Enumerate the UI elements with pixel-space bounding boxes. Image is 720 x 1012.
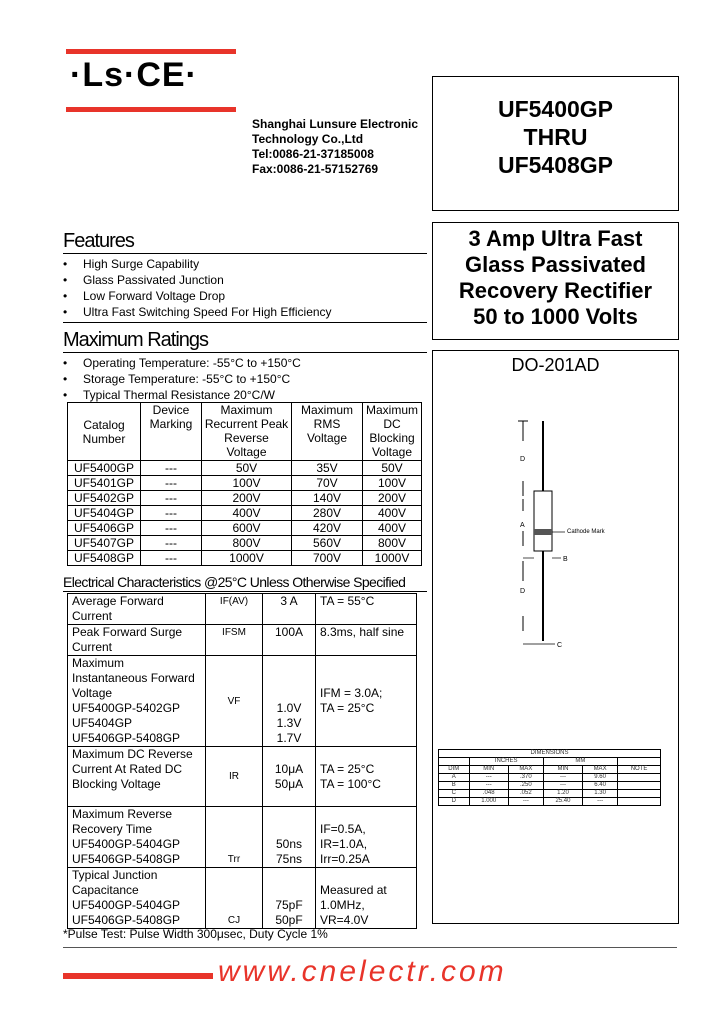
rating-item: • Operating Temperature: -55°C to +150°C xyxy=(63,355,301,371)
dim-header: MIN xyxy=(543,766,582,774)
ec-param: Maximum DC Reverse Current At Rated DC Blocking Voltage xyxy=(68,747,206,807)
mr-row xyxy=(68,521,422,536)
ec-value: 1.0V 1.3V 1.7V xyxy=(263,656,316,747)
dim-cell: .370 xyxy=(508,774,543,782)
ec-condition: 8.3ms, half sine xyxy=(316,625,417,656)
mr-cell: 200V xyxy=(202,491,292,506)
ec-param: Maximum Reverse Recovery Time UF5400GP-5404GP UF5406GP-5408GP xyxy=(68,807,206,868)
dim-cell: --- xyxy=(583,798,618,806)
dim-group-inches: INCHES xyxy=(469,758,543,766)
dim-label-c: C xyxy=(557,642,563,649)
dimensions-table xyxy=(438,749,661,806)
company-info xyxy=(252,117,418,177)
max-ratings-list xyxy=(63,355,301,403)
part-line1: UF5400GP xyxy=(497,96,614,122)
ratings-top-divider xyxy=(63,322,427,323)
mr-cell: 560V xyxy=(292,536,363,551)
dim-title: DIMENSIONS xyxy=(439,750,661,758)
dim-cell: 25.40 xyxy=(543,798,582,806)
ec-condition: TA = 25°C TA = 100°C xyxy=(316,747,417,807)
max-ratings-title: Maximum Ratings xyxy=(63,329,209,351)
package-drawing xyxy=(433,381,678,681)
dim-cell: 1.30 xyxy=(583,790,618,798)
dim-cell: B xyxy=(439,782,470,790)
mr-cell: 1000V xyxy=(202,551,292,566)
mr-cell: 50V xyxy=(202,461,292,476)
mr-cell: --- xyxy=(141,476,202,491)
mr-cell: --- xyxy=(141,551,202,566)
ec-value: 3 A xyxy=(263,594,316,625)
dim-cell: --- xyxy=(469,782,508,790)
dim-cell: --- xyxy=(508,798,543,806)
dim-cell: D xyxy=(439,798,470,806)
mr-cell: UF5402GP xyxy=(68,491,141,506)
mr-cell: 70V xyxy=(292,476,363,491)
company-name-line1: Shanghai Lunsure Electronic xyxy=(252,117,419,131)
company-fax: Fax:0086-21-57152769 xyxy=(252,162,379,176)
rating-item: • Storage Temperature: -55°C to +150°C xyxy=(63,371,301,387)
dim-cell: 1.000 xyxy=(469,798,508,806)
ec-condition: Measured at 1.0MHz, VR=4.0V xyxy=(316,868,417,929)
ec-value: 50ns 75ns xyxy=(263,807,316,868)
mr-row xyxy=(68,551,422,566)
desc-line3: Recovery Rectifier xyxy=(458,278,653,303)
mr-header: Maximum Recurrent Peak Reverse Voltage xyxy=(202,403,292,461)
dim-row xyxy=(439,790,661,798)
dim-row xyxy=(439,798,661,806)
ec-symbol: VF xyxy=(206,656,263,747)
mr-cell: 100V xyxy=(363,476,422,491)
features-title: Features xyxy=(63,230,134,252)
dim-header: DIM xyxy=(439,766,470,774)
ec-param: Maximum Instantaneous Forward Voltage UF5400GP-5402GP UF5404GP UF5406GP-5408GP xyxy=(68,656,206,747)
dim-cell xyxy=(618,790,661,798)
mr-header: Catalog Number xyxy=(68,403,141,461)
mr-cell: 700V xyxy=(292,551,363,566)
ec-row xyxy=(68,625,417,656)
dim-cell xyxy=(618,774,661,782)
ec-symbol: IFSM xyxy=(206,625,263,656)
ec-condition: TA = 55°C xyxy=(316,594,417,625)
electrical-divider xyxy=(63,591,427,592)
ec-symbol: IR xyxy=(206,747,263,807)
mr-cell: 800V xyxy=(202,536,292,551)
dim-header: MAX xyxy=(583,766,618,774)
ec-row xyxy=(68,807,417,868)
mr-row xyxy=(68,506,422,521)
mr-cell: 400V xyxy=(202,506,292,521)
dim-cell: --- xyxy=(469,774,508,782)
desc-line1: 3 Amp Ultra Fast xyxy=(468,226,643,251)
feature-item: • Glass Passivated Junction xyxy=(63,272,332,288)
dim-cell: .052 xyxy=(508,790,543,798)
description-box xyxy=(432,222,679,340)
ratings-divider xyxy=(63,352,427,353)
mr-cell: 420V xyxy=(292,521,363,536)
mr-cell: UF5407GP xyxy=(68,536,141,551)
mr-cell: --- xyxy=(141,491,202,506)
desc-line4: 50 to 1000 Volts xyxy=(473,304,638,329)
dim-cell: --- xyxy=(543,774,582,782)
mr-row xyxy=(68,476,422,491)
mr-cell: 800V xyxy=(363,536,422,551)
ec-param: Average Forward Current xyxy=(68,594,206,625)
mr-cell: 200V xyxy=(363,491,422,506)
dim-header: MAX xyxy=(508,766,543,774)
max-ratings-table xyxy=(67,402,422,566)
mr-cell: UF5408GP xyxy=(68,551,141,566)
ec-row xyxy=(68,594,417,625)
mr-cell: UF5406GP xyxy=(68,521,141,536)
ec-row xyxy=(68,747,417,807)
package-name: DO-201AD xyxy=(511,355,600,375)
ec-condition: IF=0.5A, IR=1.0A, Irr=0.25A xyxy=(316,807,417,868)
mr-cell: 140V xyxy=(292,491,363,506)
features-divider xyxy=(63,253,427,254)
ec-condition: IFM = 3.0A; TA = 25°C xyxy=(316,656,417,747)
company-name-line2: Technology Co.,Ltd xyxy=(252,132,364,146)
mr-cell: --- xyxy=(141,506,202,521)
mr-cell: 100V xyxy=(202,476,292,491)
feature-item: • High Surge Capability xyxy=(63,256,332,272)
mr-cell: 35V xyxy=(292,461,363,476)
mr-cell: --- xyxy=(141,521,202,536)
dim-row xyxy=(439,774,661,782)
mr-header: Device Marking xyxy=(141,403,202,461)
package-box xyxy=(432,350,679,924)
rating-item: • Typical Thermal Resistance 20°C/W xyxy=(63,387,301,403)
ec-row xyxy=(68,868,417,929)
company-tel: Tel:0086-21-37185008 xyxy=(252,147,374,161)
dim-cell xyxy=(618,782,661,790)
dim-header: NOTE xyxy=(618,766,661,774)
pulse-test-note: *Pulse Test: Pulse Width 300μsec, Duty Cycle 1% xyxy=(63,927,328,941)
ec-row xyxy=(68,656,417,747)
electrical-title: Electrical Characteristics @25°C Unless Otherwise Specified xyxy=(63,574,406,590)
mr-cell: 1000V xyxy=(363,551,422,566)
dim-cell xyxy=(618,798,661,806)
mr-row xyxy=(68,491,422,506)
ec-symbol: Trr xyxy=(206,807,263,868)
dim-cell: --- xyxy=(543,782,582,790)
mr-cell: 50V xyxy=(363,461,422,476)
company-logo: ·Ls·CE· xyxy=(70,56,198,94)
mr-cell: 400V xyxy=(363,506,422,521)
mr-cell: UF5404GP xyxy=(68,506,141,521)
footer-divider xyxy=(63,947,677,948)
ec-symbol: CJ xyxy=(206,868,263,929)
cathode-mark-label: Cathode Mark xyxy=(567,529,605,535)
ec-param: Typical Junction Capacitance UF5400GP-5404GP UF5406GP-5408GP xyxy=(68,868,206,929)
mr-cell: --- xyxy=(141,536,202,551)
feature-item: • Ultra Fast Switching Speed For High Efficiency xyxy=(63,304,332,320)
mr-cell: 400V xyxy=(363,521,422,536)
dim-label-b: B xyxy=(563,556,568,563)
mr-header: Maximum DC Blocking Voltage xyxy=(363,403,422,461)
part-line3: UF5408GP xyxy=(497,152,614,178)
mr-cell: UF5400GP xyxy=(68,461,141,476)
dim-cell: 6.40 xyxy=(583,782,618,790)
dim-label-d-top: D xyxy=(520,456,526,463)
ec-value: 75pF 50pF xyxy=(263,868,316,929)
dim-row xyxy=(439,782,661,790)
mr-row xyxy=(68,536,422,551)
dim-cell: .048 xyxy=(469,790,508,798)
ec-param: Peak Forward Surge Current xyxy=(68,625,206,656)
footer-left-bar xyxy=(63,973,213,979)
feature-item: • Low Forward Voltage Drop xyxy=(63,288,332,304)
dim-label-a: A xyxy=(520,522,525,529)
mr-cell: 280V xyxy=(292,506,363,521)
mr-header: Maximum RMS Voltage xyxy=(292,403,363,461)
mr-cell: UF5401GP xyxy=(68,476,141,491)
dim-cell: 9.60 xyxy=(583,774,618,782)
part-number-box xyxy=(432,76,679,211)
mr-cell: --- xyxy=(141,461,202,476)
features-list xyxy=(63,256,332,320)
ec-symbol: IF(AV) xyxy=(206,594,263,625)
part-line2: THRU xyxy=(523,124,588,150)
dim-group-mm: MM xyxy=(543,758,617,766)
dim-cell: 1.20 xyxy=(543,790,582,798)
dim-cell: A xyxy=(439,774,470,782)
mr-row xyxy=(68,461,422,476)
logo-top-bar xyxy=(66,49,236,54)
ec-value: 100A xyxy=(263,625,316,656)
footer-url[interactable]: www.cnelectr.com xyxy=(218,955,507,988)
dim-cell: C xyxy=(439,790,470,798)
mr-cell: 600V xyxy=(202,521,292,536)
desc-line2: Glass Passivated xyxy=(464,252,646,277)
logo-bottom-bar xyxy=(66,107,236,112)
dim-label-d-bottom: D xyxy=(520,588,526,595)
electrical-table xyxy=(67,593,417,929)
dim-header: MIN xyxy=(469,766,508,774)
dim-cell: .250 xyxy=(508,782,543,790)
ec-value: 10μA 50μA xyxy=(263,747,316,807)
